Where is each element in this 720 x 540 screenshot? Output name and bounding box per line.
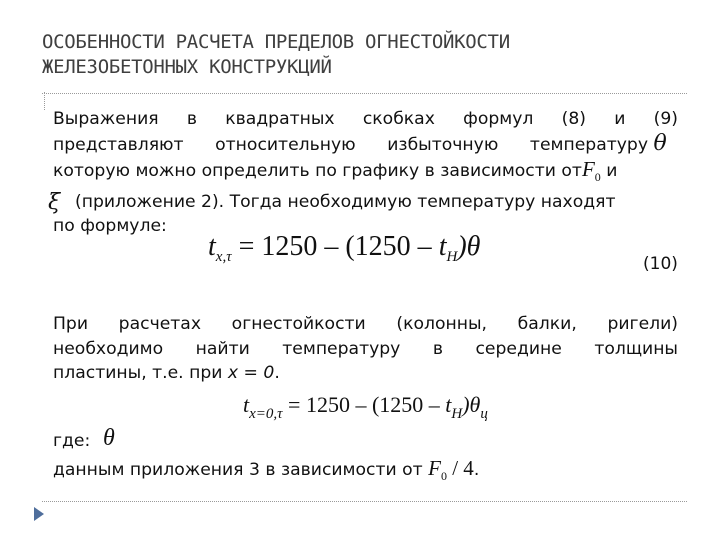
formula-10-t: t [208,231,216,262]
title-line-2: ЖЕЛЕЗОБЕТОННЫХ КОНСТРУКЦИЙ [42,56,332,78]
where-description [53,456,479,484]
paragraph-2-line-3 [53,361,678,386]
f-subscript: 0 [594,170,601,184]
formula-10-tH: t [438,231,447,262]
equation-number: (10) [643,254,678,274]
paragraph-1-line-5: по формуле: [53,216,167,236]
where-label: где: [53,431,91,451]
f0-symbol [581,157,601,184]
paragraph-2 [53,312,678,386]
where-theta-symbol: θ [103,425,115,451]
paragraph-2-line-3-text: пластины, т.е. при [53,363,228,383]
formula-x0-subscript: x=0,τ [249,406,283,422]
f-letter: F [581,157,595,181]
paragraph-1-line-3-text: которую можно определить по графику в зависимости от [53,161,582,181]
paragraph-2-line-2: необходимо найти температуру в середине толщины [53,338,678,359]
theta-symbol: θ [653,130,667,156]
formula-10-H-subscript: H [446,249,458,265]
f-letter-2: F [428,456,441,480]
divide-by-four: / 4 [446,456,474,480]
paragraph-1-line-2 [53,132,678,158]
f0-over-4-expression [428,456,474,483]
formula-x0-rhs: = 1250 – (1250 – [282,392,446,417]
paragraph-1-line-4-text: (приложение 2). Тогда необходимую температуру находят [75,191,616,212]
content-left-border [44,92,45,110]
xi-symbol: ξ [48,189,61,215]
f-subscript-2: 0 [440,469,447,483]
triangle-right-icon [34,507,44,521]
paragraph-2-period: . [274,363,280,383]
paragraph-1-line-2-text: представляют относительную избыточную температуру [53,134,648,155]
paragraph-1-line-3 [53,157,678,190]
paragraph-1-line-1: Выражения в квадратных скобках формул (8) и (9) [53,109,678,129]
x-equals-zero: x = 0 [227,363,275,383]
formula-x0-theta: )θ [462,392,481,417]
formula-10 [208,231,480,266]
formula-x0-H-subscript: H [451,406,463,422]
where-description-text: данным приложения 3 в зависимости от [53,460,423,480]
footer-divider [42,501,687,502]
where-period: . [473,460,480,480]
formula-10-subscript: x,τ [215,249,232,265]
paragraph-1 [48,107,678,239]
formula-x0 [243,392,488,423]
title-line-1: ОСОБЕННОСТИ РАСЧЕТА ПРЕДЕЛОВ ОГНЕСТОЙКОСТИ [42,31,510,53]
title-divider [42,93,687,94]
formula-x0-theta-subscript: ц [480,406,488,422]
paragraph-1-line-4 [48,189,678,215]
formula-x0-tH: t [445,392,452,417]
formula-x0-t: t [243,392,250,417]
formula-10-rhs: = 1250 – (1250 – [231,231,439,262]
formula-10-theta: )θ [457,231,481,262]
paragraph-2-line-1: При расчетах огнестойкости (колонны, балки, ригели) [53,314,678,334]
slide-title [42,30,692,80]
paragraph-1-line-3-and: и [606,161,618,181]
